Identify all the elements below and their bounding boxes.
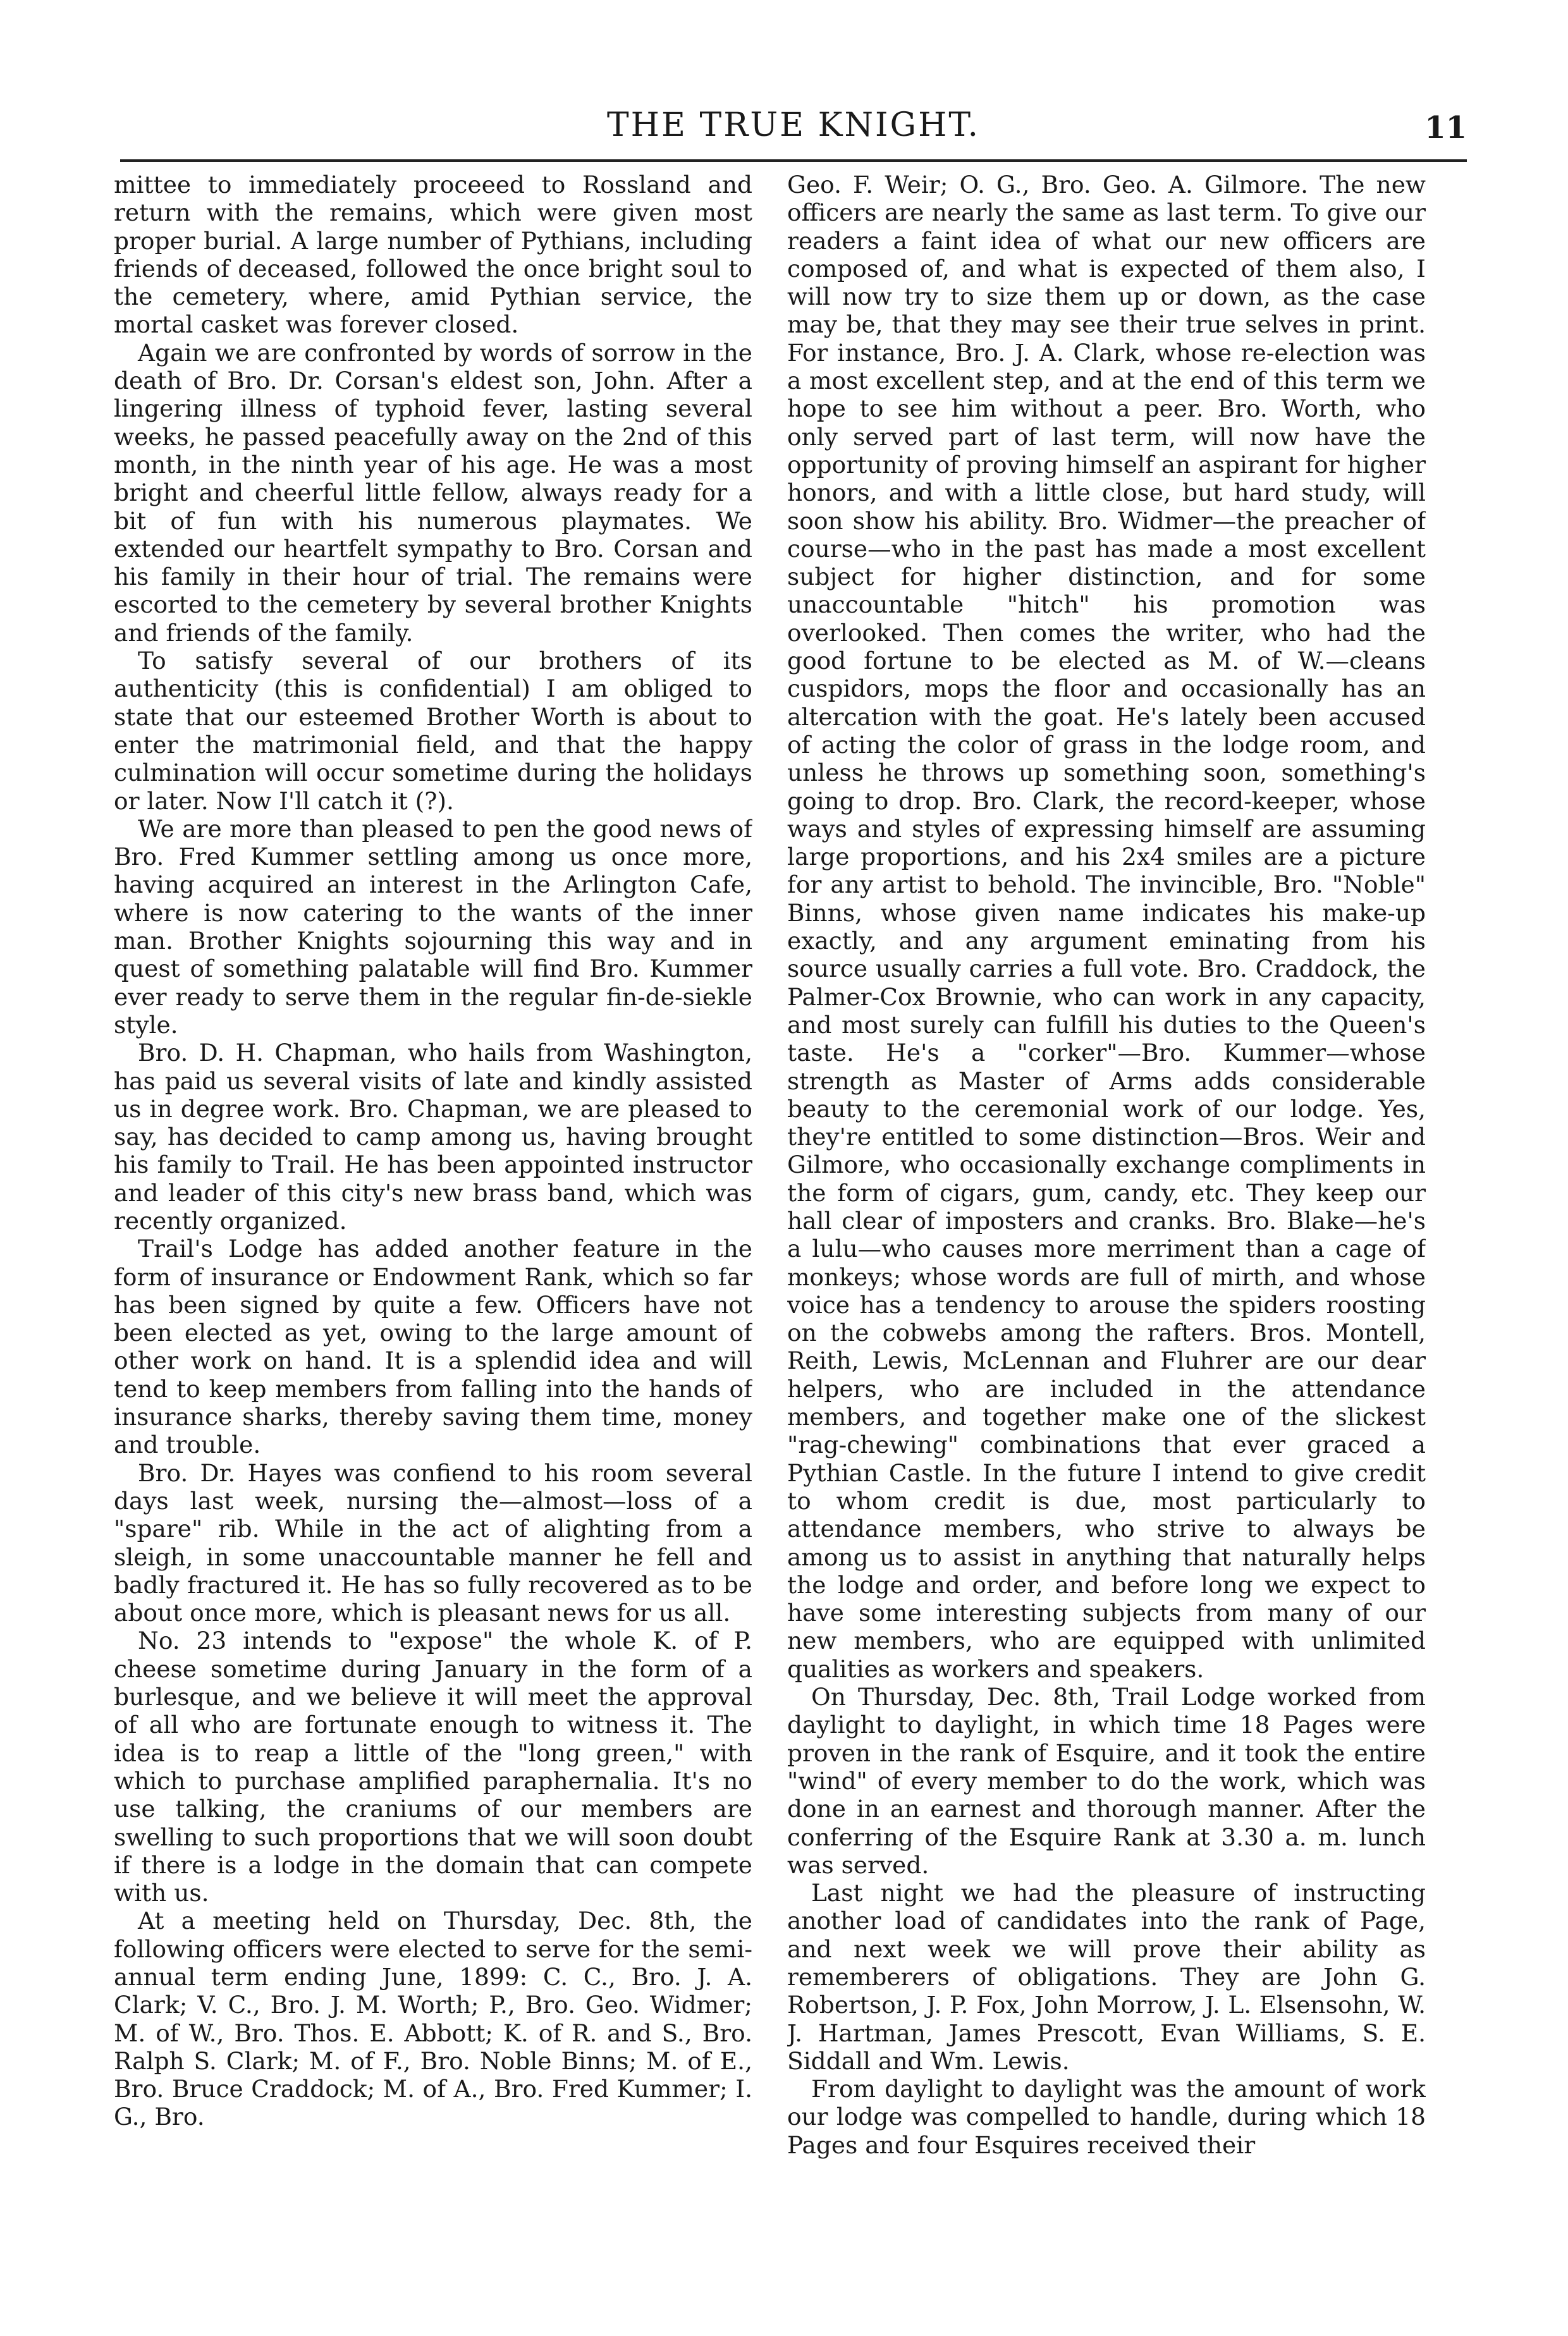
header-rule — [120, 159, 1467, 162]
journal-title: THE TRUE KNIGHT. — [606, 106, 980, 144]
paragraph: Bro. D. H. Chapman, who hails from Washington, has paid us several visits of late and kindly assisted us in degree work. Bro. Chapman, we are pleased to say, has decided to camp among us, having brought his family to Trail. He has been appointed instructor and leader of this city's new brass band, which was recently organized. — [114, 1039, 752, 1235]
page-number: 11 — [1424, 110, 1467, 145]
right-column — [787, 171, 1426, 2314]
left-column — [114, 171, 752, 2314]
page-header — [120, 101, 1467, 152]
paragraph: To satisfy several of our brothers of its authenticity (this is confidential) I am obliged to state that our esteemed Brother Worth is about to enter the matrimonial field, and that the happy culmination will occur sometime during the holidays or later. Now I'll catch it (?). — [114, 647, 752, 815]
paragraph: mittee to immediately proceeed to Rossland and return with the remains, which were given most proper burial. A large number of Pythians, including friends of deceased, followed the once bright soul to the cemetery, where, amid Pythian service, the mortal casket was forever closed. — [114, 171, 752, 339]
paragraph: Geo. F. Weir; O. G., Bro. Geo. A. Gilmore. The new officers are nearly the same as last term. To give our readers a faint idea of what our new officers are composed of, and what is expected of them also, I will now try to size them up or down, as the case may be, that they may see their true selves in print. For instance, Bro. J. A. Clark, whose re-election was a most excellent step, and at the end of this term we hope to see him without a peer. Bro. Worth, who only served part of last term, will now have the opportunity of proving himself an aspirant for higher honors, and with a little close, but hard study, will soon show his ability. Bro. Widmer—the preacher of course—who in the past has made a most excellent subject for higher distinction, and for some unaccountable "hitch" his promotion was overlooked. Then comes the writer, who had the good fortune to be elected as M. of W.—cleans cuspidors, mops the floor and occasionally has an altercation with the goat. He's lately been accused of acting the color of grass in the lodge room, and unless he throws up something soon, something's going to drop. Bro. Clark, the record-keeper, whose ways and styles of expressing himself are assuming large proportions, and his 2x4 smiles are a picture for any artist to behold. The invincible, Bro. "Noble" Binns, whose given name indicates his make-up exactly, and any argument eminating from his source usually carries a full vote. Bro. Craddock, the Palmer-Cox Brownie, who can work in any capacity, and most surely can fulfill his duties to the Queen's taste. He's a "corker"—Bro. Kummer—whose strength as Master of Arms adds considerable beauty to the ceremonial work of our lodge. Yes, they're entitled to some distinction—Bros. Weir and Gilmore, who occasionally exchange compliments in the form of cigars, gum, candy, etc. They keep our hall clear of imposters and cranks. Bro. Blake—he's a lulu—who causes more merriment than a cage of monkeys; whose words are full of mirth, and whose voice has a tendency to arouse the spiders roosting on the cobwebs among the rafters. Bros. Montell, Reith, Lewis, McLennan and Fluhrer are our dear helpers, who are included in the attendance members, and together make one of the slickest "rag-chewing" combinations that ever graced a Pythian Castle. In the future I intend to give credit to whom credit is due, most particularly to attendance members, who strive to always be among us to assist in anything that naturally helps the lodge and order, and before long we expect to have some interesting subjects from many of our new members, who are equipped with unlimited qualities as workers and speakers. — [787, 171, 1426, 1683]
paragraph: Last night we had the pleasure of instructing another load of candidates into the rank of Page, and next week we will prove their ability as rememberers of obligations. They are John G. Robertson, J. P. Fox, John Morrow, J. L. Elsensohn, W. J. Hartman, James Prescott, Evan Williams, S. E. Siddall and Wm. Lewis. — [787, 1879, 1426, 2075]
paragraph: No. 23 intends to "expose" the whole K. of P. cheese sometime during January in the form of a burlesque, and we believe it will meet the approval of all who are fortunate enough to witness it. The idea is to reap a little of the "long green," with which to purchase amplified paraphernalia. It's no use talking, the craniums of our members are swelling to such proportions that we will soon doubt if there is a lodge in the domain that can compete with us. — [114, 1627, 752, 1907]
paragraph: From daylight to daylight was the amount of work our lodge was compelled to handle, during which 18 Pages and four Esquires received their — [787, 2075, 1426, 2159]
paragraph: Trail's Lodge has added another feature in the form of insurance or Endowment Rank, which so far has been signed by quite a few. Officers have not been elected as yet, owing to the large amount of other work on hand. It is a splendid idea and will tend to keep members from falling into the hands of insurance sharks, thereby saving them time, money and trouble. — [114, 1235, 752, 1459]
paragraph: Again we are confronted by words of sorrow in the death of Bro. Dr. Corsan's eldest son, John. After a lingering illness of typhoid fever, lasting several weeks, he passed peacefully away on the 2nd of this month, in the ninth year of his age. He was a most bright and cheerful little fellow, always ready for a bit of fun with his numerous playmates. We extended our heartfelt sympathy to Bro. Corsan and his family in their hour of trial. The remains were escorted to the cemetery by several brother Knights and friends of the family. — [114, 338, 752, 647]
paragraph: On Thursday, Dec. 8th, Trail Lodge worked from daylight to daylight, in which time 18 Pages were proven in the rank of Esquire, and it took the entire "wind" of every member to do the work, which was done in an earnest and thorough manner. After the conferring of the Esquire Rank at 3.30 a. m. lunch was served. — [787, 1683, 1426, 1879]
paragraph: At a meeting held on Thursday, Dec. 8th, the following officers were elected to serve for the semi-annual term ending June, 1899: C. C., Bro. J. A. Clark; V. C., Bro. J. M. Worth; P., Bro. Geo. Widmer; M. of W., Bro. Thos. E. Abbott; K. of R. and S., Bro. Ralph S. Clark; M. of F., Bro. Noble Binns; M. of E., Bro. Bruce Craddock; M. of A., Bro. Fred Kummer; I. G., Bro. — [114, 1907, 752, 2131]
paragraph: Bro. Dr. Hayes was confiend to his room several days last week, nursing the—almost—loss of a "spare" rib. While in the act of alighting from a sleigh, in some unaccountable manner he fell and badly fractured it. He has so fully recovered as to be about once more, which is pleasant news for us all. — [114, 1458, 752, 1627]
paragraph: We are more than pleased to pen the good news of Bro. Fred Kummer settling among us once more, having acquired an interest in the Arlington Cafe, where is now catering to the wants of the inner man. Brother Knights sojourning this way and in quest of something palatable will find Bro. Kummer ever ready to serve them in the regular fin-de-siekle style. — [114, 814, 752, 1039]
